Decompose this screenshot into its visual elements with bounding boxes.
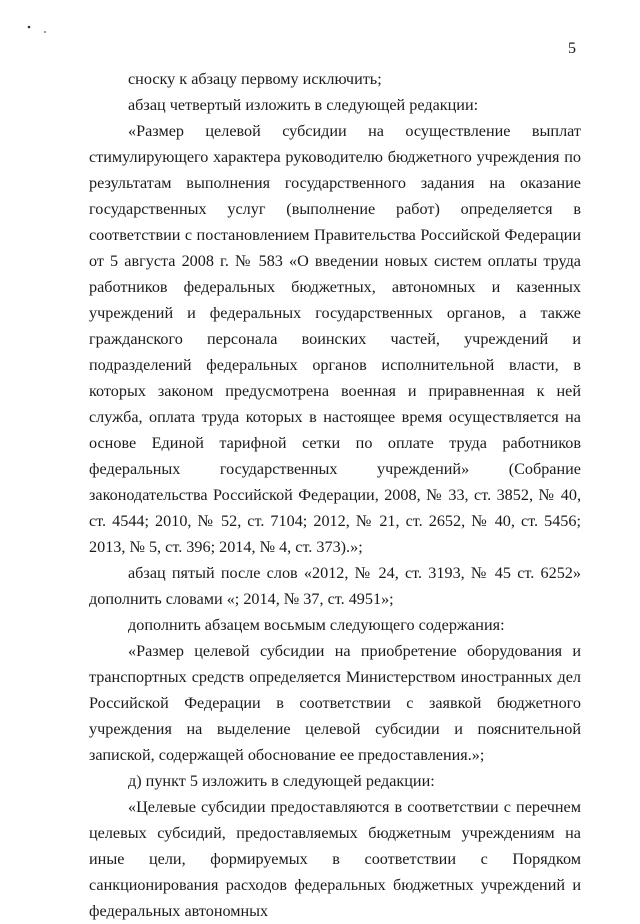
paragraph-item-5-intro: д) пункт 5 изложить в следующей редакции: [128, 772, 435, 790]
paragraph-subsidy-size-quote: «Размер целевой субсидии на осуществление выплат стимулирующего характера руководителю бюджетного учреждения по результатам выполнения государственного задания на оказание государственных услуг (выполнение работ) определяется в соответствии с постановлением Правительства Российской Федерации от 5 августа 2008 г. № 583 «О введении новых систем оплаты труда работников федеральных бюджетных, автономных и казенных учреждений и федеральных государственных органов, а также гражданского персонала воинских частей, учреждений и подразделений федеральных органов исполнительной власти, в которых законом предусмотрена военная и приравненная к ней служба, оплата труда которых в настоящее время осуществляется на основе Единой тарифной сетки по оплате труда работников федеральных государственных учреждений» (Собрание законодательства Российской Федерации, 2008, № 33, ст. 3852, № 40, ст. 4544; 2010, № 52, ст. 7104; 2012, № 21, ст. 2652, № 40, ст. 5456; 2013, № 5, ст. 396; 2014, № 4, ст. 373).»; [89, 122, 581, 556]
paragraph-target-subsidies-quote: «Целевые субсидии предоставляются в соответствии с перечнем целевых субсидий, предоставляемых бюджетным учреждениям на иные цели, формируемых в соответствии с Порядком санкционирования расходов федеральных бюджетных учреждений и федеральных автономных [89, 798, 581, 920]
paragraph-fifth-abzats-amendment: абзац пятый после слов «2012, № 24, ст. 3193, № 45 ст. 6252» дополнить словами «; 2014, № 37, ст. 4951»; [89, 564, 581, 608]
page-number: 5 [568, 40, 576, 57]
paragraph-eighth-abzats-intro: дополнить абзацем восьмым следующего содержания: [128, 616, 505, 634]
paragraph-footnote-removal: сноску к абзацу первому исключить; [128, 70, 382, 88]
paragraph-equipment-subsidy-quote: «Размер целевой субсидии на приобретение оборудования и транспортных средств определяется Министерством иностранных дел Российской Федерации в соответствии с заявкой бюджетного учреждения на выделение целевой субсидии и пояснительной запиской, содержащей обоснование ее предоставления.»; [89, 642, 581, 764]
paragraph-fourth-abzats-intro: абзац четвертый изложить в следующей редакции: [128, 96, 479, 114]
scan-speck-marks [24, 20, 64, 40]
document-body [89, 66, 581, 924]
